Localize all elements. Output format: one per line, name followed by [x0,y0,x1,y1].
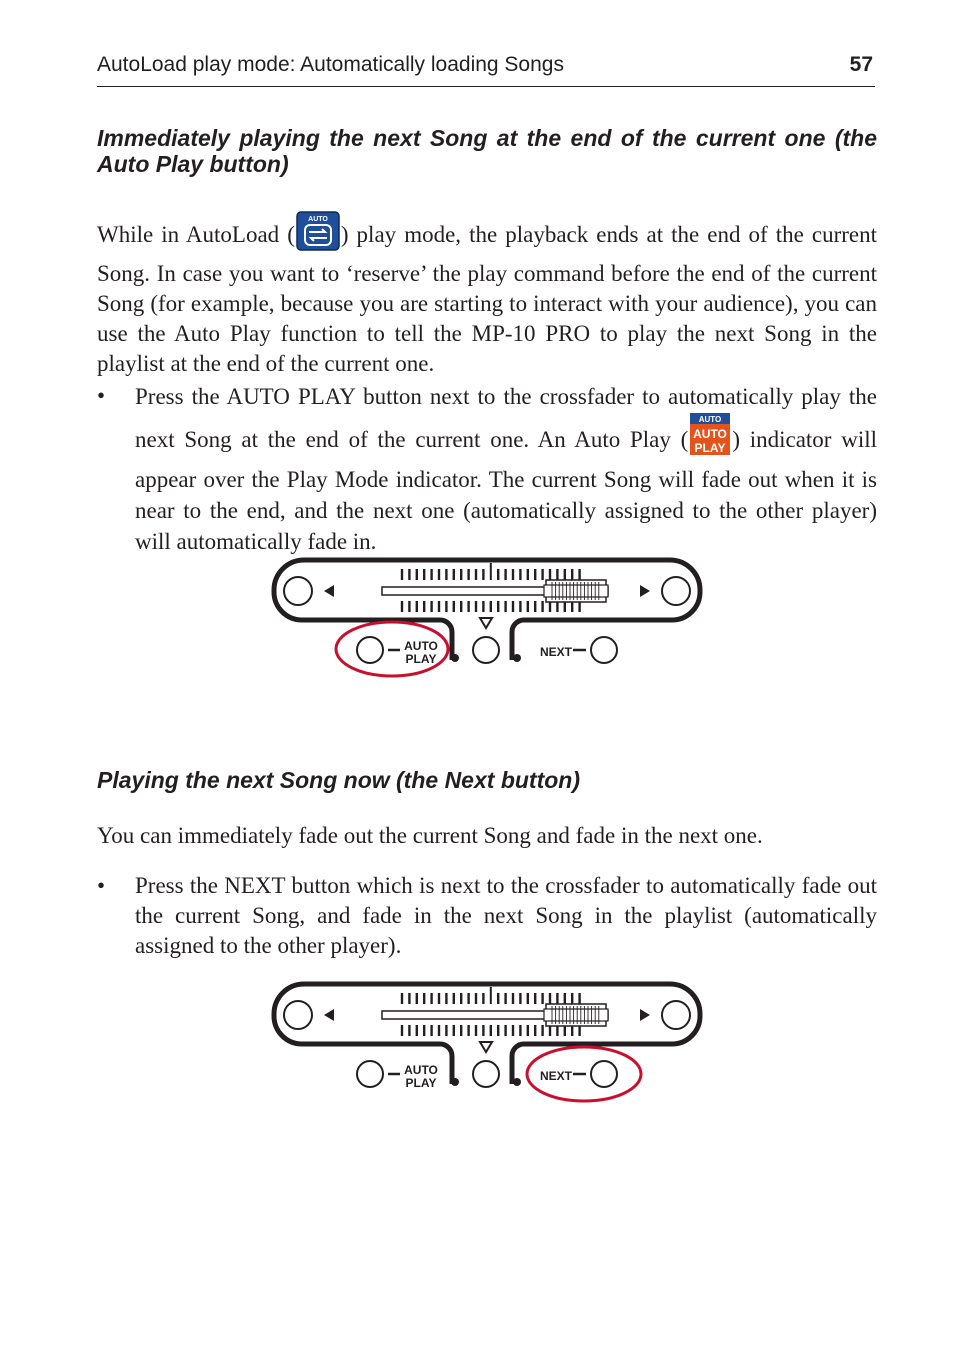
crossfader-panel-drawing [268,556,708,686]
bullet-text-part2: ) indicator will appear over the Play Mode indicator. The current Song will fade out when it is near to the end, and the next one (automatically assigned to the other player) will automatically fade in. [135,427,878,554]
crossfader-diagram-next [268,980,708,1110]
auto-play-indicator-icon [689,412,731,464]
next-button [591,637,617,663]
center-marker-icon [480,618,492,628]
next-label: NEXT [539,1069,572,1083]
auto-play-icon-line1: AUTO [693,427,728,441]
auto-play-label [401,1064,441,1090]
center-button [473,1061,499,1087]
autoload-mode-icon [296,211,340,259]
left-arrow-icon [324,1009,334,1021]
autoload-icon-label: AUTO [308,216,328,223]
auto-play-intro-paragraph [97,211,877,379]
auto-play-icon-top-label: AUTO [699,415,722,424]
next-led [513,654,521,662]
para-text-part2: ) play mode, the playback ends at the end of the current Song. In case you want to ‘reserve’ the play command before the end of the current Song (for example, because you are starting to interact with your audience), you can use the Auto Play function to tell the MP-10 PRO to play the next Song in the playlist at the end of the current one. [97,222,877,376]
right-arrow-icon [640,1009,650,1021]
crossfader-scale-top [402,563,580,580]
auto-play-led [451,654,459,662]
auto-play-icon-line2: PLAY [694,441,726,455]
crossfader-knob [544,1004,608,1026]
bullet-text-part1: Press the AUTO PLAY button next to the crossfader to automatically play the next Song at the end of the current one. An Auto Play ( [135,384,877,452]
crossfader-scale-top [402,987,580,1004]
auto-play-label-line2: PLAY [405,1076,437,1090]
crossfader-diagram-auto-play [268,556,708,686]
next-intro-paragraph: You can immediately fade out the current Song and fade in the next one. [97,823,763,848]
crossfader-knob [544,580,608,602]
auto-play-button [357,1061,383,1087]
crossfader-panel-drawing [268,980,708,1110]
right-arrow-icon [640,585,650,597]
auto-play-label-line1: AUTO [404,639,438,653]
auto-play-button [357,637,383,663]
auto-play-label-line2: PLAY [405,652,437,666]
next-bullet-text: Press the NEXT button which is next to the crossfader to automatically fade out the current Song, and fade in the next Song in the playlist (automatically assigned to the other player). [135,873,877,958]
bullet-marker: • [97,383,106,408]
auto-play-label-line1: AUTO [404,1063,438,1077]
right-channel-button [662,1001,690,1029]
bullet-marker: • [97,873,106,898]
center-marker-icon [480,1042,492,1052]
left-arrow-icon [324,585,334,597]
right-channel-button [662,577,690,605]
page-number: 57 [849,53,873,76]
auto-play-bullet-text [135,381,877,557]
next-label: NEXT [539,645,572,659]
next-led [513,1078,521,1086]
left-channel-button [284,1001,312,1029]
section-heading-auto-play: Immediately playing the next Song at the end of the current one (the Auto Play button) [97,125,877,177]
para-text-part1: While in AutoLoad ( [97,222,295,247]
running-title: AutoLoad play mode: Automatically loading Songs [97,53,564,76]
section-heading-next: Playing the next Song now (the Next button) [97,767,580,793]
next-button [591,1061,617,1087]
auto-play-led [451,1078,459,1086]
left-channel-button [284,577,312,605]
page-header [97,52,875,87]
auto-play-label [401,640,441,666]
center-button [473,637,499,663]
